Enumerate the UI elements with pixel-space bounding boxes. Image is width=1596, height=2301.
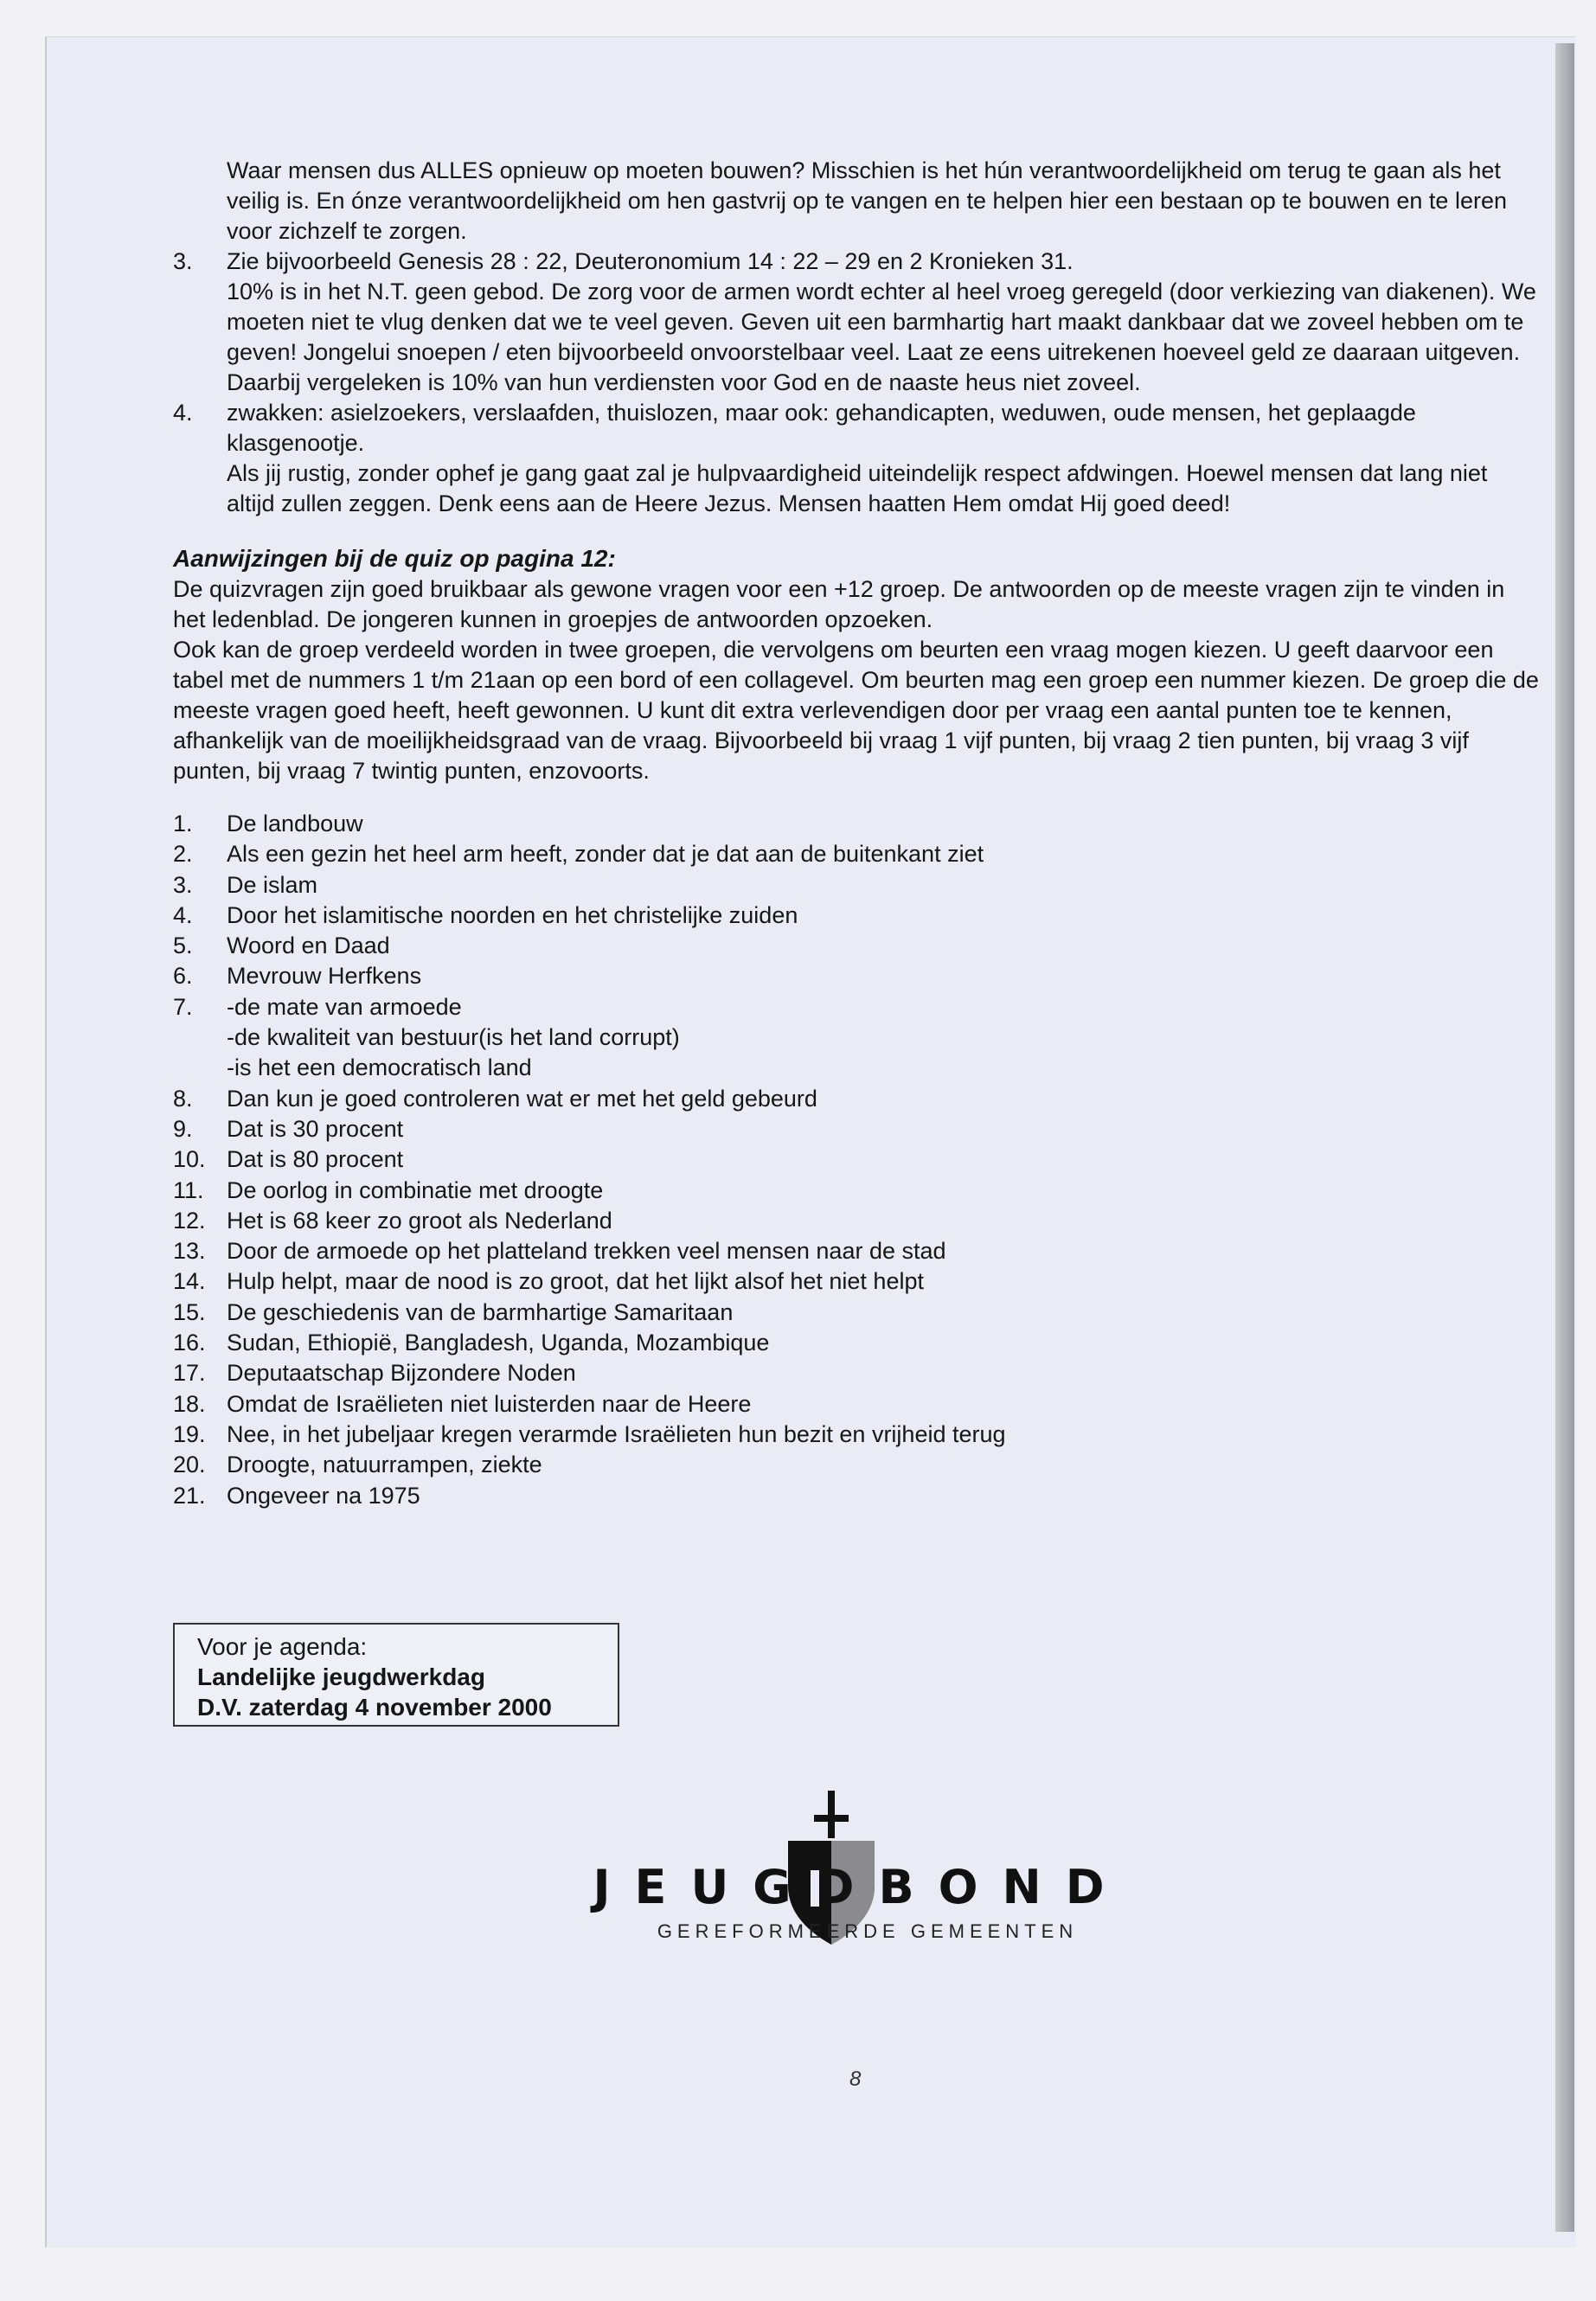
answer-number: 7.	[173, 993, 193, 1020]
answer-item	[173, 1358, 1540, 1388]
answer-text: De geschiedenis van de barmhartige Samaritaan	[227, 1298, 734, 1325]
answer-number: 19.	[173, 1420, 206, 1447]
answer-number: 2.	[173, 841, 193, 868]
note-paragraph: Als jij rustig, zonder ophef je gang gaat zal je hulpvaardigheid uiteindelijk respect afdwingen. Hoewel mensen dat lang niet altijd zullen zeggen. Denk eens aan de Heere Jezus. Mensen haatten Hem omdat Hij goed deed!	[227, 460, 1488, 516]
quiz-paragraph: Ook kan de groep verdeeld worden in twee groepen, die vervolgens om beurten een vraag mogen kiezen. U geeft daarvoor een tabel met de nummers 1 t/m 21aan op een bord of een collagevel. Om beurten mag een groep een nummer kiezen. De groep die de meeste vragen goed heeft, heeft gewonnen. U kunt dit extra verlevendigen door per vraag een aantal punten toe te kennen, afhankelijk van de moeilijkheidsgraad van de vraag. Bijvoorbeeld bij vraag 1 vijf punten, bij vraag 2 tien punten, bij vraag 3 vijf punten, bij vraag 7 twintig punten, enzovoorts.	[173, 637, 1539, 784]
answer-item	[173, 901, 1540, 931]
answer-item	[173, 992, 1540, 1084]
answer-item	[173, 1389, 1540, 1420]
note-paragraph: 10% is in het N.T. geen gebod. De zorg voor de armen wordt echter al heel vroeg geregeld (door verkiezing van diakenen). We moeten niet te vlug denken dat we te veel geven. Geven uit een barmhartig hart maakt dankbaar dat we zoveel hebben om te geven! Jongelui snoepen / eten bijvoorbeeld onvoorstelbaar veel. Laat ze eens uitrekenen hoeveel geld ze daaraan uitgeven. Daarbij vergeleken is 10% van hun verdiensten voor God en de naaste heus niet zoveel.	[227, 279, 1536, 395]
answer-number: 12.	[173, 1207, 206, 1234]
answer-item	[173, 931, 1540, 961]
answer-text: De oorlog in combinatie met droogte	[227, 1176, 604, 1203]
answer-item	[173, 1328, 1540, 1358]
note-number: 4.	[173, 400, 193, 426]
jeugdbond-logo	[532, 1791, 1189, 1946]
quiz-heading: Aanwijzingen bij de quiz op pagina 12:	[173, 545, 616, 572]
answer-item	[173, 1144, 1540, 1175]
note-paragraph: Zie bijvoorbeeld Genesis 28 : 22, Deuteronomium 14 : 22 – 29 en 2 Kronieken 31.	[227, 248, 1074, 274]
answer-item	[173, 1298, 1540, 1328]
answer-text: De islam	[227, 871, 318, 898]
agenda-box	[173, 1623, 619, 1727]
agenda-line: Voor je agenda:	[197, 1633, 368, 1660]
answer-item	[173, 1206, 1540, 1236]
note-number: 3.	[173, 248, 193, 274]
note-3	[173, 247, 1540, 398]
answer-text: De landbouw	[227, 811, 363, 836]
answer-item	[173, 839, 1540, 869]
answer-text: -is het een democratisch land	[227, 1054, 532, 1081]
logo-title: JEUGDBOND	[593, 1860, 1129, 1914]
answer-number: 20.	[173, 1452, 206, 1478]
answer-number: 15.	[173, 1298, 206, 1325]
quiz-paragraph: De quizvragen zijn goed bruikbaar als gewone vragen voor een +12 groep. De antwoorden op de meeste vragen zijn te vinden in het ledenblad. De jongeren kunnen in groepjes de antwoorden opzoeken.	[173, 576, 1505, 632]
answer-number: 18.	[173, 1390, 206, 1417]
answer-text: -de kwaliteit van bestuur(is het land corrupt)	[227, 1024, 680, 1051]
answer-number: 11.	[173, 1176, 204, 1203]
answer-number: 6.	[173, 963, 193, 990]
answer-number: 1.	[173, 811, 193, 836]
page-number: 8	[849, 2067, 862, 2091]
answer-text: Dan kun je goed controleren wat er met het geld gebeurd	[227, 1085, 817, 1112]
note-paragraph: zwakken: asielzoekers, verslaafden, thuislozen, maar ook: gehandicapten, weduwen, oude mensen, het geplaagde klasgenootje.	[227, 400, 1416, 456]
answer-item	[173, 1084, 1540, 1114]
answer-item	[173, 1236, 1540, 1266]
answer-list	[173, 809, 1540, 1511]
answer-item	[173, 1450, 1540, 1480]
answer-number: 5.	[173, 933, 193, 959]
answer-item	[173, 1420, 1540, 1450]
main-content	[173, 156, 1540, 1511]
answer-text: Het is 68 keer zo groot als Nederland	[227, 1207, 612, 1234]
answer-text: Droogte, natuurrampen, ziekte	[227, 1452, 542, 1478]
agenda-line: Landelijke jeugdwerkdag	[197, 1663, 485, 1690]
answer-item	[173, 1481, 1540, 1511]
answer-text: Woord en Daad	[227, 933, 390, 959]
answer-item	[173, 961, 1540, 991]
answer-text: Dat is 30 procent	[227, 1115, 404, 1142]
answer-number: 17.	[173, 1360, 206, 1387]
answer-text: Omdat de Israëlieten niet luisterden naar de Heere	[227, 1390, 752, 1417]
answer-text: Mevrouw Herfkens	[227, 963, 422, 990]
answer-text: -de mate van armoede	[227, 993, 462, 1020]
page-edge-shadow	[1555, 43, 1574, 2232]
answer-text: Ongeveer na 1975	[227, 1482, 420, 1509]
agenda-line: D.V. zaterdag 4 november 2000	[197, 1694, 552, 1721]
answer-number: 9.	[173, 1115, 193, 1142]
answer-text: Dat is 80 procent	[227, 1146, 404, 1173]
answer-number: 21.	[173, 1482, 206, 1509]
logo-subtitle: GEREFORMEERDE GEMEENTEN	[657, 1920, 1079, 1942]
answer-number: 10.	[173, 1146, 206, 1173]
answer-item	[173, 1266, 1540, 1297]
answer-number: 4.	[173, 901, 193, 928]
answer-text: Hulp helpt, maar de nood is zo groot, dat het lijkt alsof het niet helpt	[227, 1268, 924, 1295]
answer-text: Nee, in het jubeljaar kregen verarmde Israëlieten hun bezit en vrijheid terug	[227, 1420, 1006, 1447]
answer-number: 3.	[173, 871, 193, 898]
answer-number: 14.	[173, 1268, 206, 1295]
intro-paragraph: Waar mensen dus ALLES opnieuw op moeten bouwen? Misschien is het hún verantwoordelijkheid om terug te gaan als het veilig is. En ónze verantwoordelijkheid om hen gastvrij op te vangen en te helpen hier een bestaan op te bouwen en te leren voor zichzelf te zorgen.	[227, 157, 1507, 244]
answer-item	[173, 870, 1540, 901]
answer-text: Door het islamitische noorden en het christelijke zuiden	[227, 901, 798, 928]
answer-text: Sudan, Ethiopië, Bangladesh, Uganda, Mozambique	[227, 1330, 770, 1356]
answer-item	[173, 1114, 1540, 1144]
answer-number: 8.	[173, 1085, 193, 1112]
answer-number: 13.	[173, 1238, 206, 1265]
answer-text: Als een gezin het heel arm heeft, zonder dat je dat aan de buitenkant ziet	[227, 841, 984, 868]
answer-item	[173, 1176, 1540, 1206]
note-4	[173, 398, 1540, 519]
answer-text: Deputaatschap Bijzondere Noden	[227, 1360, 576, 1387]
answer-number: 16.	[173, 1330, 206, 1356]
answer-item	[173, 809, 1540, 839]
answer-text: Door de armoede op het platteland trekken veel mensen naar de stad	[227, 1238, 946, 1265]
